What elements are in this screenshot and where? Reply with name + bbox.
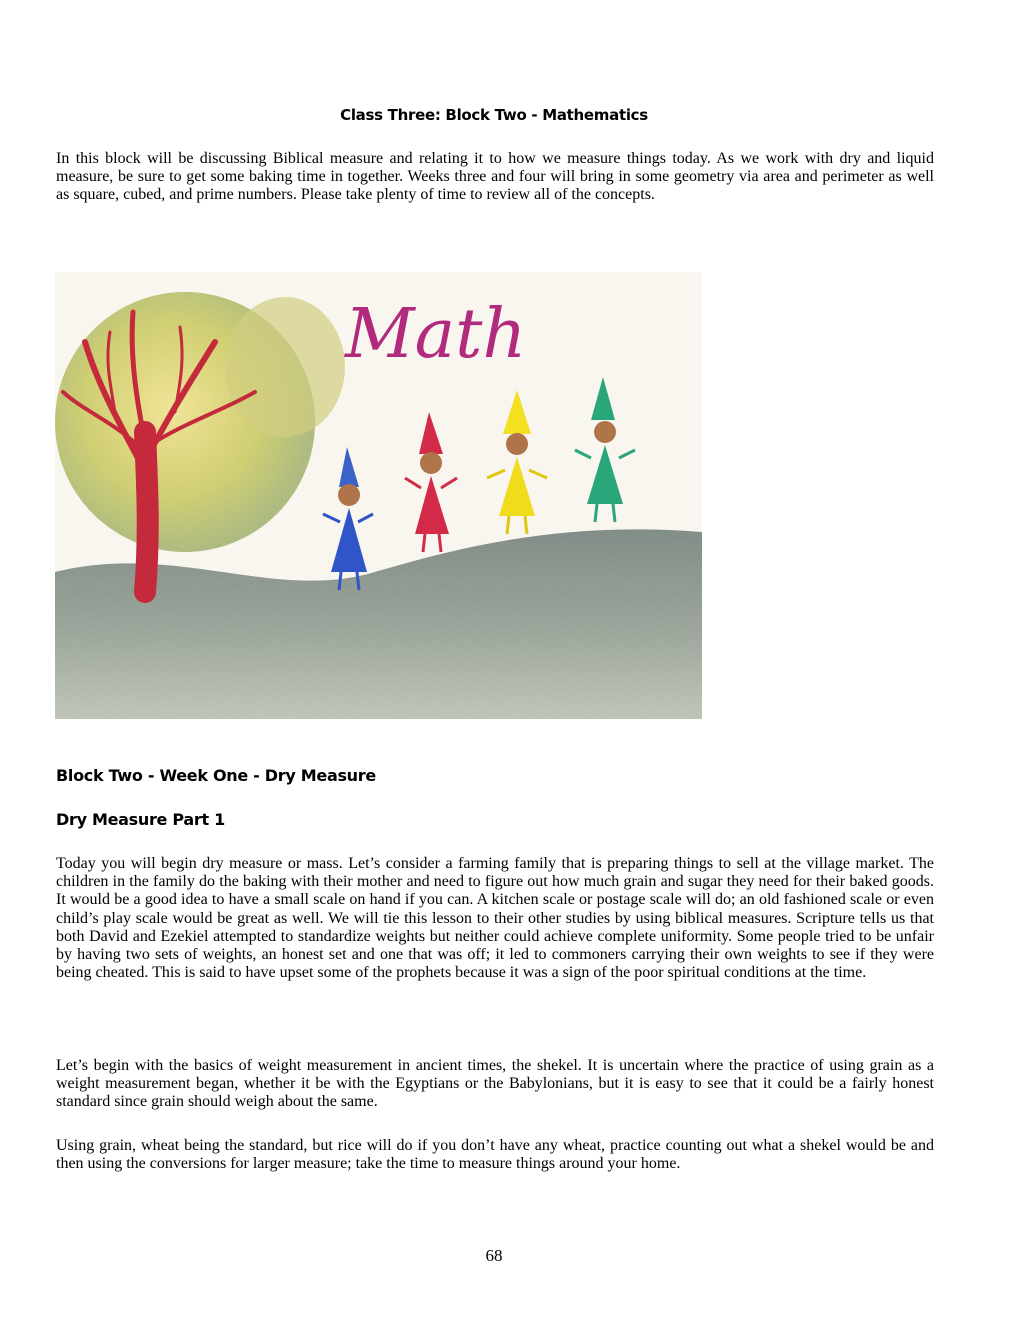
body-paragraph-1: Today you will begin dry measure or mass. Let’s consider a farming family that is preparing things to sell at the village market. The children in the family do the baking with their mother and need to figure out how much grain and sugar they need for their baked goods. It would be a good idea to have a small scale on hand if you can. A kitchen scale or postage scale will do; an old fashioned scale or even child’s play scale would be great as well. We will tie this lesson to their other studies by using biblical measures. Scripture tells us that both David and Ezekiel attempted to standardize weights but neither could achieve complete uniformity. Some people tried to be unfair by having two sets of weights, an honest set and one that was off; it led to commoners carrying their own weights to see if they were being cheated. This is said to have upset some of the prophets because it was a sign of the poor spiritual conditions at the time. [56, 855, 934, 982]
math-illustration [55, 272, 702, 719]
math-word: Math [345, 295, 527, 374]
page-number: 68 [485, 1246, 503, 1265]
page-title: Class Three: Block Two - Mathematics [340, 106, 648, 124]
intro-paragraph: In this block will be discussing Biblical measure and relating it to how we measure things today. As we work with dry and liquid measure, be sure to get some baking time in together. Weeks three and four will bring in some geometry via area and perimeter as well as square, cubed, and prime numbers. Please take plenty of time to review all of the concepts. [56, 150, 934, 204]
week-heading: Block Two - Week One - Dry Measure [56, 766, 376, 785]
body-paragraph-3: Using grain, wheat being the standard, but rice will do if you don’t have any wheat, practice counting out what a shekel would be and then using the conversions for larger measure; take the time to measure things around your home. [56, 1137, 934, 1173]
part-heading: Dry Measure Part 1 [56, 810, 225, 829]
body-paragraph-2: Let’s begin with the basics of weight measurement in ancient times, the shekel. It is uncertain where the practice of using grain as a weight measurement began, whether it be with the Egyptians or the Babylonians, but it is easy to see that it could be a fairly honest standard since grain should weigh about the same. [56, 1057, 934, 1111]
